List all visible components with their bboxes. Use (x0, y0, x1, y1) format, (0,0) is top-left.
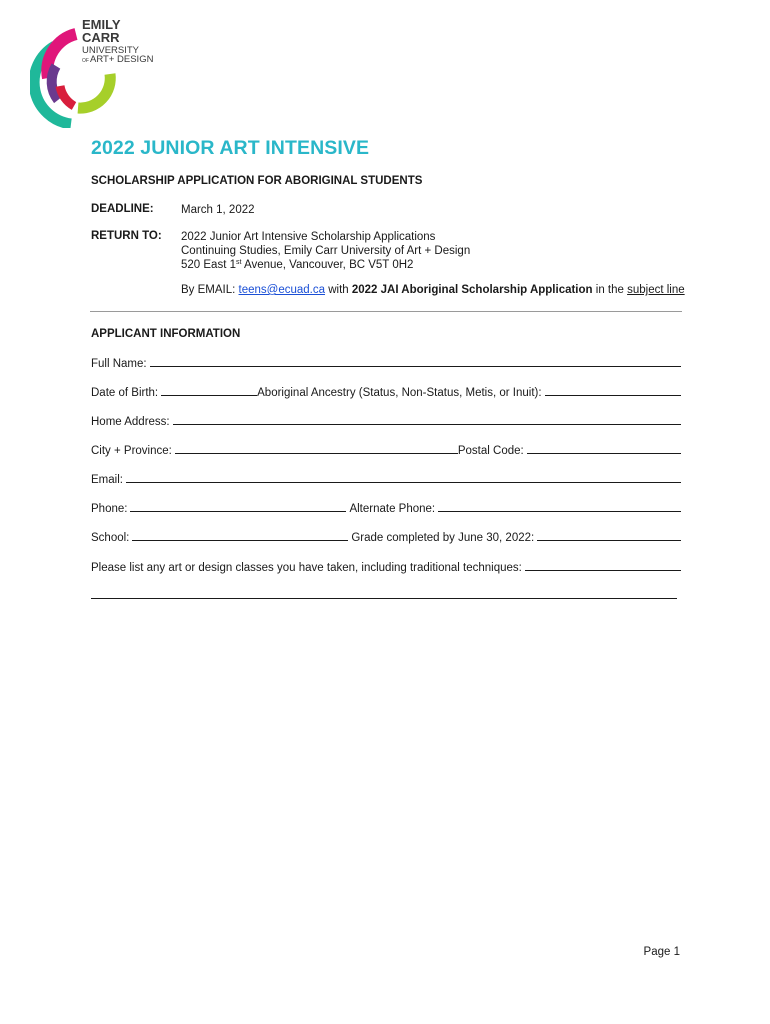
ancestry-label: Aboriginal Ancestry (Status, Non-Status, Metis, or Inuit): (257, 387, 542, 399)
deadline-value: March 1, 2022 (181, 204, 255, 216)
grade-label: Grade completed by June 30, 2022: (351, 532, 535, 544)
ancestry-line[interactable] (545, 395, 681, 396)
dob-label: Date of Birth: (91, 387, 159, 399)
page-title: 2022 JUNIOR ART INTENSIVE (91, 137, 370, 159)
return-address-line-2: Continuing Studies, Emily Carr University of Art + Design (181, 245, 471, 257)
full-name-label: Full Name: (91, 358, 147, 370)
home-address-line[interactable] (173, 424, 681, 425)
phone-row (91, 499, 681, 515)
logo-ring-icon (30, 16, 200, 128)
logo-word-of: OF (82, 58, 89, 64)
logo-word-art-design: ART+ DESIGN (90, 54, 154, 65)
emily-carr-logo (30, 16, 200, 128)
school-label: School: (91, 532, 130, 544)
logo-word-emily: EMILY (82, 17, 121, 32)
alt-phone-line[interactable] (438, 511, 681, 512)
home-address-label: Home Address: (91, 416, 170, 428)
email-label: Email: (91, 474, 123, 486)
email-link[interactable]: teens@ecuad.ca (238, 284, 326, 296)
city-postal-row (91, 441, 681, 457)
return-address-line-1: 2022 Junior Art Intensive Scholarship Applications (181, 231, 436, 243)
classes-field[interactable] (91, 558, 681, 574)
postal-code-line[interactable] (527, 453, 681, 454)
phone-line[interactable] (130, 511, 346, 512)
postal-code-label: Postal Code: (457, 445, 524, 457)
city-province-line[interactable] (175, 453, 458, 454)
classes-continuation-line[interactable] (91, 598, 677, 599)
full-name-field[interactable] (91, 354, 681, 370)
return-address (181, 230, 470, 272)
logo-word-carr: CARR (82, 30, 120, 45)
dob-ancestry-row (91, 383, 681, 399)
classes-label: Please list any art or design classes you have taken, including traditional techniques: (91, 562, 522, 574)
return-address-line-3: 520 East 1st Avenue, Vancouver, BC V5T 0H2 (181, 259, 414, 271)
email-line[interactable] (126, 482, 681, 483)
full-name-line[interactable] (150, 366, 681, 367)
email-subject: 2022 JAI Aboriginal Scholarship Application (351, 284, 593, 296)
section-divider (90, 311, 682, 312)
dob-line[interactable] (161, 395, 257, 396)
page-number: Page 1 (643, 946, 680, 958)
deadline-label: DEADLINE: (91, 203, 154, 215)
email-field[interactable] (91, 470, 681, 486)
home-address-field[interactable] (91, 412, 681, 428)
grade-line[interactable] (537, 540, 681, 541)
page-subtitle: SCHOLARSHIP APPLICATION FOR ABORIGINAL STUDENTS (91, 175, 423, 187)
applicant-info-heading: APPLICANT INFORMATION (91, 328, 241, 340)
school-line[interactable] (132, 540, 348, 541)
email-instructions: By EMAIL: teens@ecuad.ca with 2022 JAI Aboriginal Scholarship Application in the subject line (181, 284, 685, 296)
school-row (91, 528, 681, 544)
return-to-label: RETURN TO: (91, 230, 162, 242)
city-province-label: City + Province: (91, 445, 172, 457)
logo-word-university: UNIVERSITY (82, 45, 140, 56)
phone-label: Phone: (91, 503, 128, 515)
alt-phone-label: Alternate Phone: (349, 503, 436, 515)
classes-line[interactable] (525, 570, 681, 571)
